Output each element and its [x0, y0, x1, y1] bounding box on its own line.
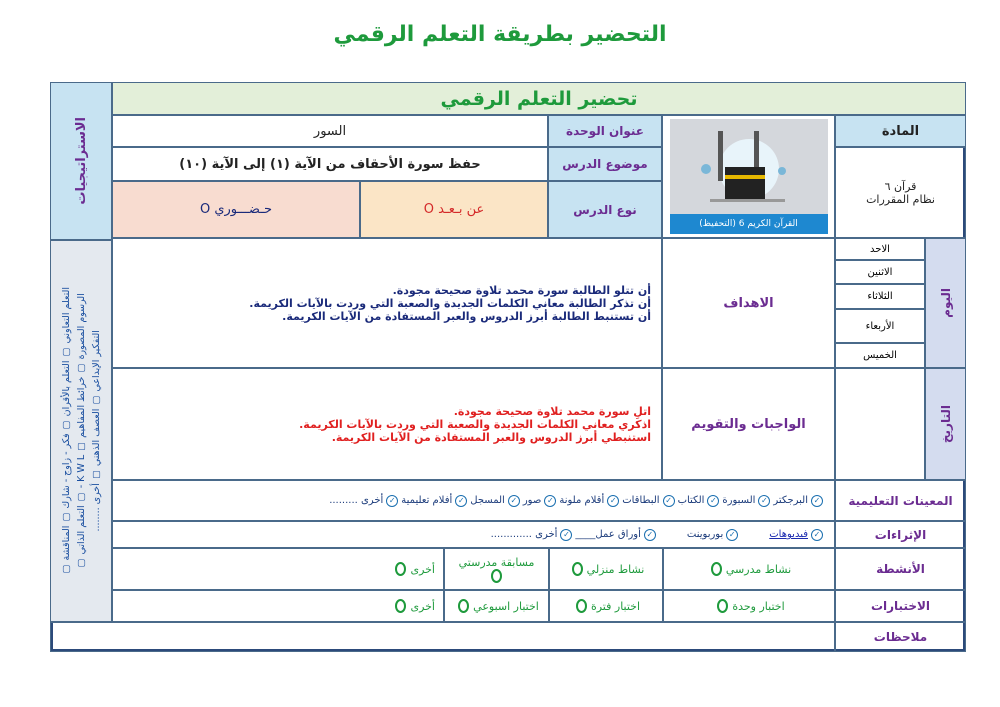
enrichment-item: أوراق عمل____ — [575, 529, 641, 540]
activity-option[interactable] — [663, 548, 835, 590]
day-label-cell — [925, 238, 966, 368]
check-icon[interactable]: ✓ — [455, 495, 467, 507]
in-person-label: حـضـــوري — [214, 202, 273, 217]
day-option[interactable]: الأربعاء — [835, 309, 925, 343]
check-icon[interactable]: ✓ — [508, 495, 520, 507]
kaaba-image — [670, 119, 828, 234]
strategies-line: التفكير الإبداعي ▢ العصف الذهني ▢ أخرى ........ — [90, 330, 102, 532]
enrichment-item: بوربوينت — [686, 529, 724, 540]
aid-item: أقلام ملونة — [559, 495, 605, 506]
check-icon[interactable]: ✓ — [811, 495, 823, 507]
test-label: أخرى — [410, 599, 435, 613]
radio-icon[interactable] — [491, 569, 502, 583]
page-title: التحضير بطريقة التعلم الرقمي — [333, 22, 667, 47]
enrichment-content — [112, 521, 835, 548]
check-icon[interactable]: ✓ — [544, 495, 556, 507]
check-icon[interactable]: ✓ — [386, 495, 398, 507]
day-option[interactable]: الاثنين — [835, 260, 925, 284]
enrichment-videos-link[interactable]: فيديوهات — [769, 529, 808, 540]
check-icon[interactable]: ✓ — [758, 495, 770, 507]
homework-item: اذكري معاني الكلمات الجديدة والصعبة التي وردت بالآيات الكريمة. — [299, 417, 651, 431]
subject-name: قرآن ٦ — [884, 179, 917, 193]
image-caption: القرآن الكريم 6 (التحفيظ) — [670, 214, 828, 234]
objectives-label: الاهداف — [662, 238, 835, 368]
activity-label: أخرى — [410, 562, 435, 576]
aid-item: البرجكتر — [773, 495, 808, 506]
aid-item: المسجل — [470, 495, 505, 506]
strategies-line: التعلم التعاوني ▢ التعلم بالأقران ▢ فكر - زاوج - شارك ▢ المناقشة ▢ — [60, 287, 72, 575]
strategies-label-cell — [50, 82, 112, 240]
test-label: اختبار فترة — [590, 599, 641, 613]
test-label: اختبار اسبوعي — [473, 599, 539, 613]
lesson-type-label: نوع الدرس — [548, 181, 662, 238]
radio-icon[interactable] — [711, 562, 722, 576]
enrichment-other: أخرى ............. — [490, 529, 558, 540]
activity-option[interactable] — [112, 548, 444, 590]
enrichment-label: الإثراءات — [835, 521, 966, 548]
unit-value: السور — [112, 115, 548, 147]
check-icon[interactable]: ✓ — [663, 495, 675, 507]
unit-label: عنوان الوحدة — [548, 115, 662, 147]
check-icon[interactable]: ✓ — [707, 495, 719, 507]
notes-label: ملاحظات — [835, 622, 966, 652]
aid-item: الكتاب — [677, 495, 705, 506]
homework-label: الواجبات والتقويم — [662, 368, 835, 480]
subject-label: المادة — [835, 115, 966, 147]
radio-icon[interactable] — [395, 599, 406, 613]
strategies-label: الاستراتيجيات — [73, 117, 89, 205]
radio-icon[interactable] — [717, 599, 728, 613]
day-option[interactable]: الخميس — [835, 343, 925, 368]
test-option[interactable] — [444, 590, 549, 622]
lesson-label: موضوع الدرس — [548, 147, 662, 181]
remote-label: عن بـعـد — [438, 202, 485, 217]
aids-label: المعينات التعليمية — [835, 480, 966, 521]
check-icon[interactable]: ✓ — [811, 529, 823, 541]
test-option[interactable] — [112, 590, 444, 622]
aid-other: أخرى ......... — [329, 495, 384, 506]
activities-label: الأنشطة — [835, 548, 966, 590]
activity-label: مسابقة مدرستي — [458, 555, 535, 569]
aids-content — [112, 480, 835, 521]
check-icon[interactable]: ✓ — [726, 529, 738, 541]
radio-icon[interactable] — [395, 562, 406, 576]
lesson-type-remote[interactable]: عن بـعـد O — [360, 181, 548, 238]
strategies-line: الرسوم المصورة ▢ خرائط المفاهيم ▢ K W L - ▢ التعلم الذاتي ▢ — [75, 293, 87, 569]
homework-item: اتلِ سورة محمد تلاوة صحيحة مجودة. — [453, 404, 651, 418]
date-label-cell — [925, 368, 966, 480]
test-label: اختبار وحدة — [732, 599, 785, 613]
objective: أن تستنبط الطالبة أبرز الدروس والعبر المستفادة من الآيات الكريمة. — [282, 309, 651, 323]
notes-field[interactable] — [50, 622, 835, 652]
day-option[interactable]: الثلاثاء — [835, 284, 925, 309]
strategies-list[interactable] — [50, 240, 112, 622]
objectives-content — [112, 238, 662, 368]
aid-item: أفلام تعليمية — [401, 495, 453, 506]
test-option[interactable] — [663, 590, 835, 622]
day-option[interactable]: الاحد — [835, 238, 925, 260]
check-icon[interactable]: ✓ — [607, 495, 619, 507]
activity-label: نشاط منزلي — [586, 562, 645, 576]
tests-label: الاختبارات — [835, 590, 966, 622]
radio-icon[interactable] — [458, 599, 469, 613]
check-icon[interactable]: ✓ — [560, 529, 572, 541]
aid-item: السبورة — [722, 495, 756, 506]
test-option[interactable] — [549, 590, 663, 622]
aid-item: البطاقات — [622, 495, 660, 506]
activity-option[interactable] — [549, 548, 663, 590]
day-label: اليوم — [938, 288, 953, 318]
lesson-type-in-person[interactable]: حـضـــوري O — [112, 181, 360, 238]
radio-icon[interactable] — [572, 562, 583, 576]
objective: أن تذكر الطالبة معاني الكلمات الجديدة والصعبة التي وردت بالآيات الكريمة. — [249, 296, 651, 310]
subject-image-cell — [662, 115, 835, 238]
date-label: التاريخ — [938, 404, 953, 444]
date-value[interactable] — [835, 368, 925, 480]
homework-item: استنبطي أبرز الدروس والعبر المستفادة من الآيات الكريمة. — [331, 430, 651, 444]
radio-icon[interactable] — [576, 599, 587, 613]
header-title: تحضير التعلم الرقمي — [112, 82, 966, 115]
homework-content — [112, 368, 662, 480]
activity-option[interactable] — [444, 548, 549, 590]
subject-system: نظام المقررات — [866, 192, 935, 206]
aid-item: صور — [522, 495, 542, 506]
lesson-value: حفظ سورة الأحقاف من الآية (١) إلى الآية (١٠) — [112, 147, 548, 181]
activity-label: نشاط مدرسي — [725, 562, 792, 576]
check-icon[interactable]: ✓ — [644, 529, 656, 541]
subject-value — [835, 147, 966, 238]
objective: أن تتلو الطالبة سورة محمد تلاوة صحيحة مجودة. — [392, 283, 651, 297]
